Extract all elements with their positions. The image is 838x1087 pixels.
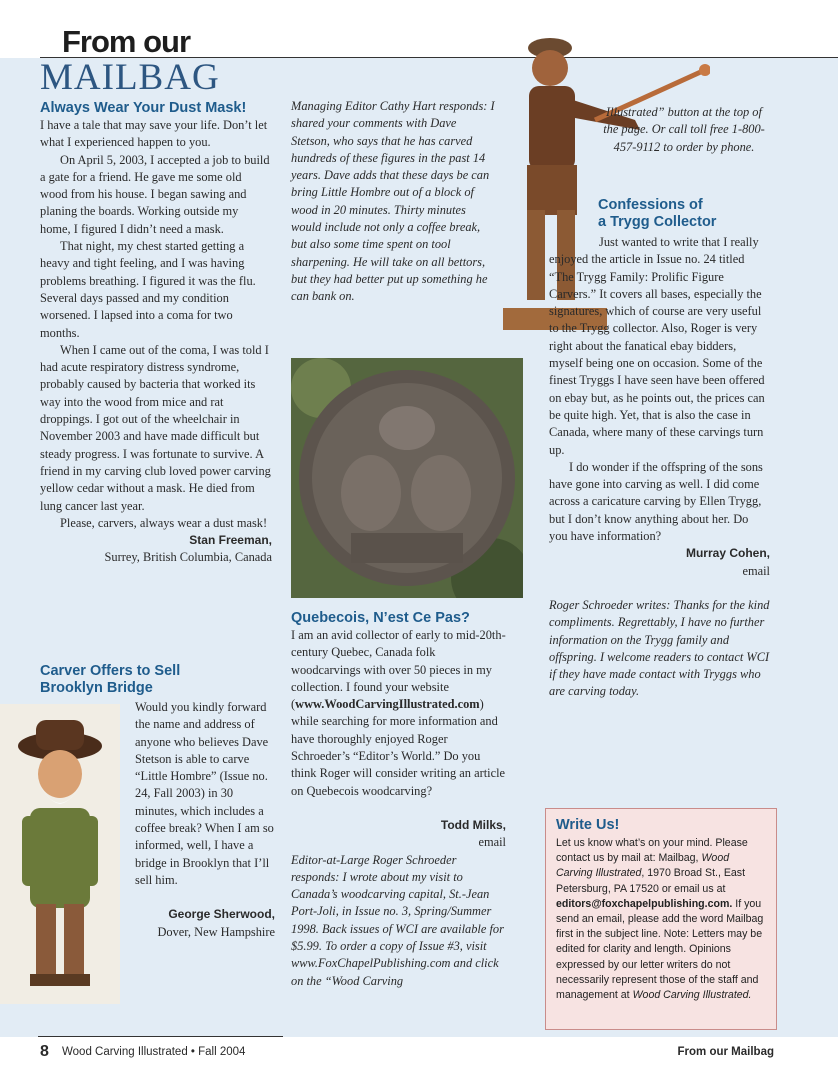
body-text: ) while searching for more information and have thoroughly enjoyed Roger Schroeder’s “Editor’s World.” Do you think Roger will consider writing an article on Quebecois woodcarving? [291, 697, 506, 798]
reply-cathy-hart [291, 98, 496, 306]
paragraph: I have a tale that may save your life. Don’t let what I experienced happen to you. [40, 118, 268, 150]
write-us-title: Write Us! [556, 817, 620, 833]
location: email [742, 563, 770, 578]
relief-carving-photo [291, 358, 523, 598]
letter-brooklyn-heading [40, 663, 272, 697]
paragraph: Please, carvers, always wear a dust mask! [60, 515, 268, 530]
location: Surrey, British Columbia, Canada [104, 550, 272, 565]
paragraph [291, 627, 506, 800]
letter-quebecois [291, 610, 506, 990]
letter-heading-line: Brooklyn Bridge [40, 680, 153, 696]
paragraph: That night, my chest started getting a heavy and tight feeling, and I was having problems breathing. I figured it was the flu. Several days passed and my condition worsened. I lapsed into a coma for two months. [40, 239, 256, 340]
letter-heading-line: Confessions of [598, 197, 703, 213]
cowboy-carving-photo [0, 704, 120, 1004]
paragraph: Would you kindly forward the name and address of anyone who believes Dave Stetson is able to carve “Little Hombre” (Issue no. 24, Fall 2003) in 30 minutes, which includes a coffee break? When I am so informed, well, I have a bridge in Brooklyn that I’ll sell him. [135, 700, 274, 887]
signature: Stan Freeman, [189, 533, 272, 548]
header-mailbag: MAILBAG [40, 57, 220, 98]
publication-name: Wood Carving Illustrated • Fall 2004 [62, 1046, 246, 1058]
write-us-box [545, 808, 777, 1030]
reply-text: Illustrated” button at the top of the page. Or call toll free 1-800-457-9112 to order by phone. [603, 105, 765, 154]
reply-continued [598, 104, 770, 156]
page-number: 8 [40, 1043, 49, 1060]
signature: George Sherwood, [168, 907, 275, 922]
body-text: I am an avid collector of early to mid-20th-century Quebec, Canada folk woodcarvings with over 50 pieces in my collection. I found your website ( [291, 628, 506, 712]
section-name: From our Mailbag [677, 1046, 774, 1058]
reply-text: Managing Editor Cathy Hart responds: I shared your comments with Dave Stetson, who says that he has carved hundreds of these figures in the past 14 years. Dave adds that these days be can bring Little Hombre out of a block of wood in 20 minutes. Thirty minutes would include not only a coffee break, but also some time spent on tool sharpening. He will take on all bettors, but they had better put up something he can bank on. [291, 99, 495, 304]
paragraph: I do wonder if the offspring of the sons have gone into carving as well. I did come across a caricature carving by Ellen Trygg, but I don’t know anything about her. Do you have information? [549, 459, 763, 544]
header-from: From our [62, 24, 191, 59]
paragraph: On April 5, 2003, I accepted a job to build a gate for a friend. He gave me some old wood from his house. I began sawing and planing the boards. Working outside my home, I figured I didn’t need a mask. [40, 152, 270, 236]
paragraph: Just wanted to write that I really enjoyed the article in Issue no. 24 titled “The Trygg Family: Prolific Figure Carvers.” It covers all bases, especially the signatures, which of course are very useful to the Trygg collector. Also, Roger is very right about the fanatical ebay bidders, myself being one on occasion. Some of the finest Tryggs I have seen have been offered on ebay but, as he points out, the prices can be quite high. Yet, that is also the case in Canada, where many of these carvings turn up. [549, 235, 765, 457]
magazine-name: Wood Carving Illustrated [556, 852, 730, 880]
footer-rule [38, 1036, 283, 1037]
letter-trygg-heading [598, 197, 770, 231]
reply-text: Roger Schroeder writes: Thanks for the kind compliments. Regrettably, I have no further information on the Trygg family and offspring. I welcome readers to contact WCI if they have made contact with Tryggs who are carving today. [549, 597, 770, 699]
letter-heading-line: Carver Offers to Sell [40, 663, 181, 679]
signature: Murray Cohen, [685, 546, 770, 561]
email-link[interactable]: editors@foxchapelpublishing.com. [556, 897, 733, 910]
write-us-text: Let us know what’s on your mind. Please contact us by mail at: Mailbag, [556, 837, 748, 865]
letter-heading-line: a Trygg Collector [598, 214, 717, 230]
write-us-text: If you send an email, please add the word Mailbag first in the subject line. Note: Letters may be edited for clarity and length. Opinions expressed by our letter writers do not necessarily represent those of the staff and management at [556, 897, 764, 1002]
website-link[interactable]: www.WoodCarvingIllustrated.com [295, 697, 480, 712]
location: Dover, New Hampshire [157, 924, 275, 939]
signature: Todd Milks, [440, 817, 506, 832]
reply-text: Editor-at-Large Roger Schroeder responds: I wrote about my visit to Canada’s woodcarving capital, St.-Jean Port-Joli, in Issue no. 3, Spring/Summer 1998. Back issues of WCI are available for $5.99. To order a copy of Issue #3, visit www.FoxChapelPublishing.com and click on the “Wood Carving [291, 852, 504, 988]
letter-heading: Always Wear Your Dust Mask! [40, 100, 247, 116]
location: email [478, 835, 506, 850]
write-us-text: , 1970 Broad St., East Petersburg, PA 17520 or email us at [556, 867, 746, 895]
letter-heading: Quebecois, N’est Ce Pas? [291, 610, 470, 626]
letter-brooklyn-body [135, 699, 275, 941]
letter-dust-mask [40, 100, 272, 567]
magazine-name: Wood Carving Illustrated. [632, 989, 752, 1002]
paragraph: When I came out of the coma, I was told I had acute respiratory distress syndrome, probably caused by bacteria that worked its way into the wood from mice and rat droppings. I got out of the wheelchair in November 2003 and have made difficult but steady progress. I was fortunate to survive. A friend in my carving club loved power carving yellow cedar without a mask. He died from lung cancer last year. [40, 342, 271, 513]
letter-trygg-body [549, 234, 770, 701]
